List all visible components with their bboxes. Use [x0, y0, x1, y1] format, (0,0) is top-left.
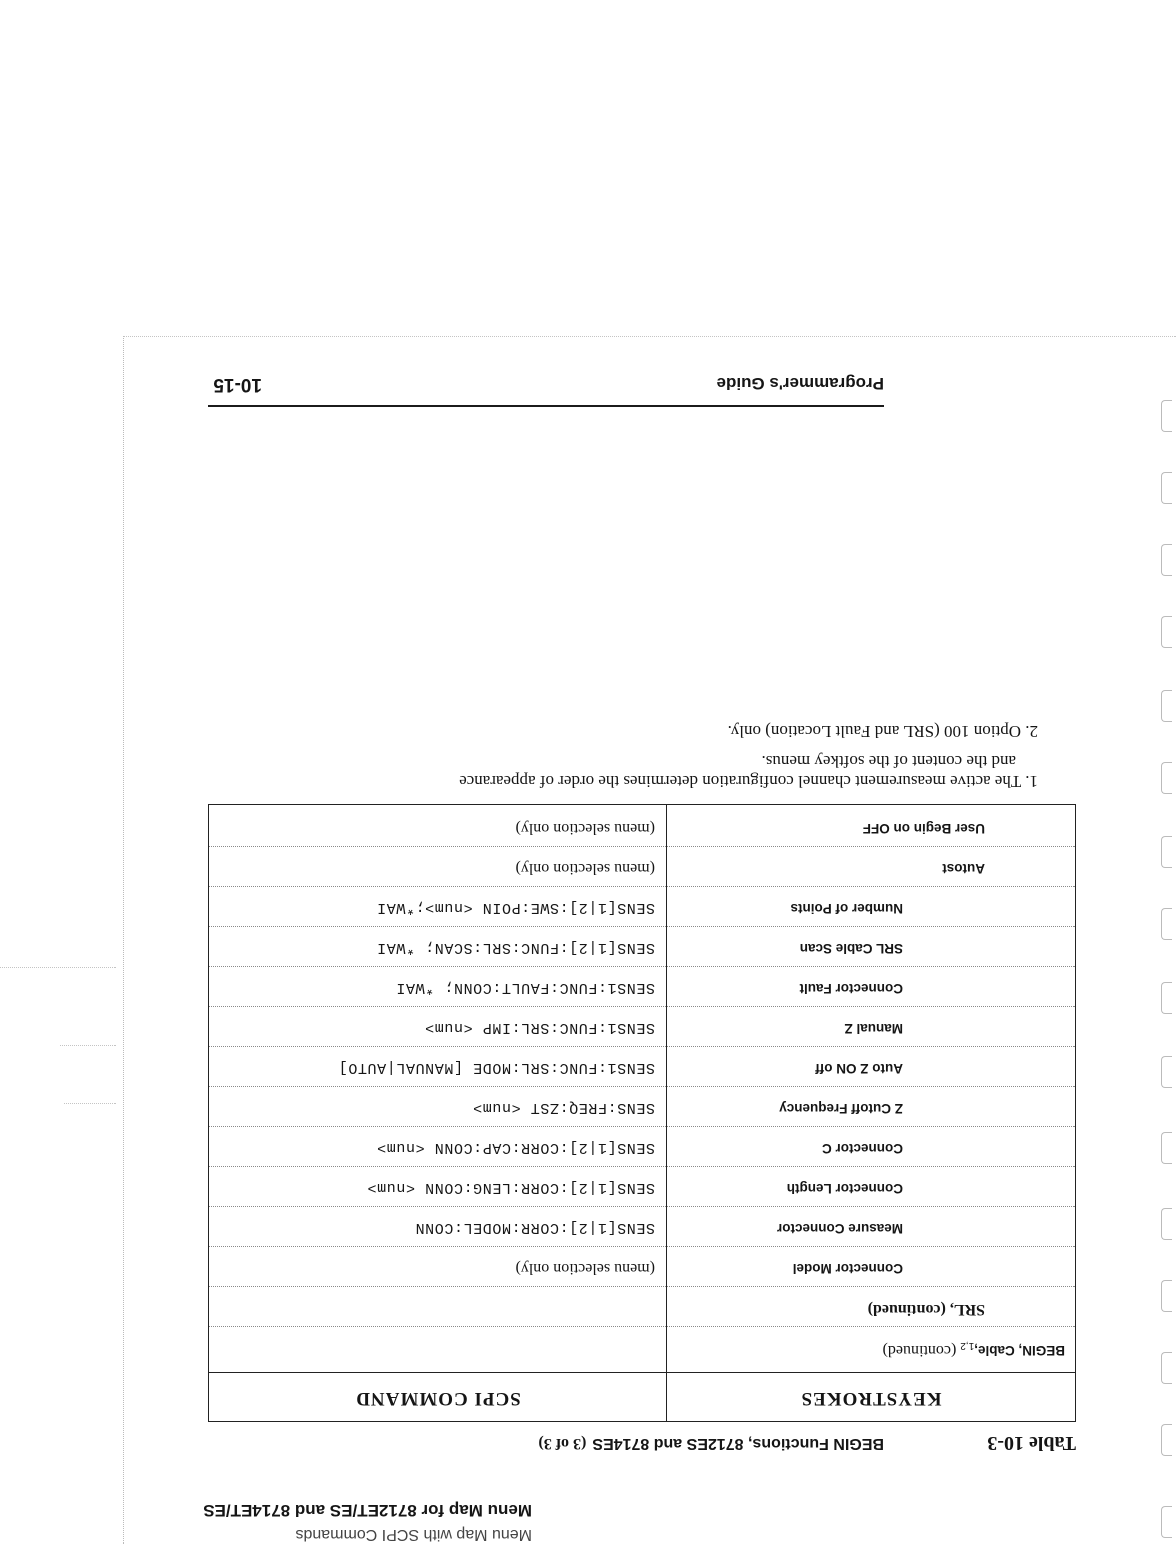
table-row — [209, 1126, 1075, 1167]
table-row — [209, 1166, 1075, 1207]
scpi-cell: SENS[1|2]:CORR:LENG:CONN <num> — [366, 1179, 655, 1196]
binder-tab-mark — [1161, 1506, 1172, 1538]
table-row — [209, 966, 1075, 1007]
binder-tab-mark — [1161, 908, 1172, 940]
keystroke-cell: Connector Fault — [799, 981, 903, 996]
table-row — [209, 1246, 1075, 1287]
footer-guide-title: Programmer's Guide — [716, 374, 884, 393]
table-row — [209, 886, 1075, 927]
table-row — [209, 1326, 1075, 1373]
binder-tab-mark — [1161, 1280, 1172, 1312]
binder-tab-mark — [1161, 400, 1172, 432]
footer-rule — [208, 405, 884, 407]
scpi-cell: (menu selection only) — [515, 1260, 655, 1277]
running-header-title: Menu Map for 8712ET/ES and 8714ET/ES — [203, 1501, 532, 1520]
binder-tab-mark — [1161, 1132, 1172, 1164]
footnote-1 — [459, 771, 1038, 791]
table-row — [209, 1006, 1075, 1047]
footnote-ref: 1,2 — [960, 1340, 975, 1351]
table-caption-label: Table 10-3 — [987, 1432, 1076, 1454]
scpi-cell: (menu selection only) — [515, 820, 655, 837]
binder-tab-mark — [1161, 836, 1172, 868]
scpi-cell: SENS1:FUNC:FAULT:CONN; *WAI — [395, 979, 655, 996]
scan-dotted-mark — [0, 967, 116, 968]
keystroke-cell: SRL Cable Scan — [799, 941, 903, 956]
scpi-cell: SENS[1|2]:SWE:POIN <num>;*WAI — [376, 899, 655, 916]
keystroke-cell: Z Cutoff Frequency — [779, 1101, 903, 1116]
scpi-cell: (menu selection only) — [515, 860, 655, 877]
keystroke-cell: Connector Length — [786, 1181, 903, 1196]
footnote-text: Option 100 (SRL and Fault Location) only. — [727, 722, 1021, 741]
keystroke-cell: SRL, (continued) — [867, 1301, 985, 1318]
table-row — [209, 1086, 1075, 1127]
binder-tab-mark — [1161, 690, 1172, 722]
page-number: 10-15 — [213, 374, 262, 395]
table-caption-sequence: (3 of 3) — [538, 1435, 587, 1452]
binder-tab-mark — [1161, 544, 1172, 576]
scpi-cell: SENS[1|2]:CORR:MODEL:CONN — [414, 1219, 655, 1236]
binder-tab-mark — [1161, 1208, 1172, 1240]
table-row — [209, 1046, 1075, 1087]
header-keystrokes: KEYSTROKES — [800, 1388, 942, 1409]
binder-tab-mark — [1161, 1056, 1172, 1088]
scan-edge-line-top — [124, 336, 1176, 337]
keystroke-cell: Measure Connector — [776, 1221, 903, 1236]
table-row — [209, 805, 1075, 847]
table-row — [209, 846, 1075, 887]
table-caption-text: BEGIN Functions, 8712ES and 8714ES — [592, 1435, 884, 1452]
keystroke-cell: Manual Z — [844, 1021, 903, 1036]
footnote-number: 2. — [1025, 722, 1038, 741]
scpi-cell: SENS[1|2]:CORR:CAP:CONN <num> — [376, 1139, 655, 1156]
binder-tab-mark — [1161, 762, 1172, 794]
binder-tab-mark — [1161, 1424, 1172, 1456]
menu-map-table — [208, 804, 1076, 1422]
keystroke-cell: Connector C — [822, 1141, 903, 1156]
footnote-2 — [728, 721, 1038, 741]
keystroke-cell: Auto Z ON off — [815, 1061, 903, 1076]
binder-tab-mark — [1161, 1352, 1172, 1384]
scpi-cell: SENS1:FUNC:SRL:MODE [MANUAL|AUTO] — [338, 1059, 655, 1076]
footnote-text: The active measurement channel configuration determines the order of appearance — [459, 772, 1022, 791]
keystroke-cell: Autost — [942, 861, 985, 876]
keystroke-cell: Number of Points — [790, 901, 903, 916]
table-header-row — [209, 1372, 1075, 1421]
table-row — [209, 1286, 1075, 1327]
binder-tab-mark — [1161, 616, 1172, 648]
keystroke-cell: User Begin on OFF — [862, 821, 985, 836]
scpi-cell: SENS[1|2]:FUNC:SRL:SCAN; *WAI — [376, 939, 655, 956]
scpi-cell: SENS1:FUNC:SRL:IMP <num> — [424, 1019, 655, 1036]
keystroke-cell: Connector Model — [792, 1261, 903, 1276]
table-caption-title — [538, 1434, 884, 1452]
table-row — [209, 1206, 1075, 1247]
keystroke-cell — [883, 1340, 1065, 1359]
scan-dotted-mark — [64, 1103, 116, 1104]
running-header-section: Menu Map with SCPI Commands — [295, 1526, 532, 1543]
keystroke-text: BEGIN, Cable, — [974, 1343, 1065, 1358]
scpi-cell: SENS:FREQ:ZST <num> — [472, 1099, 655, 1116]
table-row — [209, 926, 1075, 967]
footnote-1-continued: and the content of the softkey menus. — [761, 752, 1016, 771]
header-scpi-command: SCPI COMMAND — [355, 1388, 521, 1409]
binder-tab-mark — [1161, 472, 1172, 504]
keystroke-suffix: (continued) — [882, 1342, 961, 1359]
scan-dotted-mark — [60, 1045, 116, 1046]
footnote-number: 1. — [1025, 772, 1038, 791]
binder-tab-mark — [1161, 982, 1172, 1014]
scan-edge-line — [123, 336, 124, 1544]
